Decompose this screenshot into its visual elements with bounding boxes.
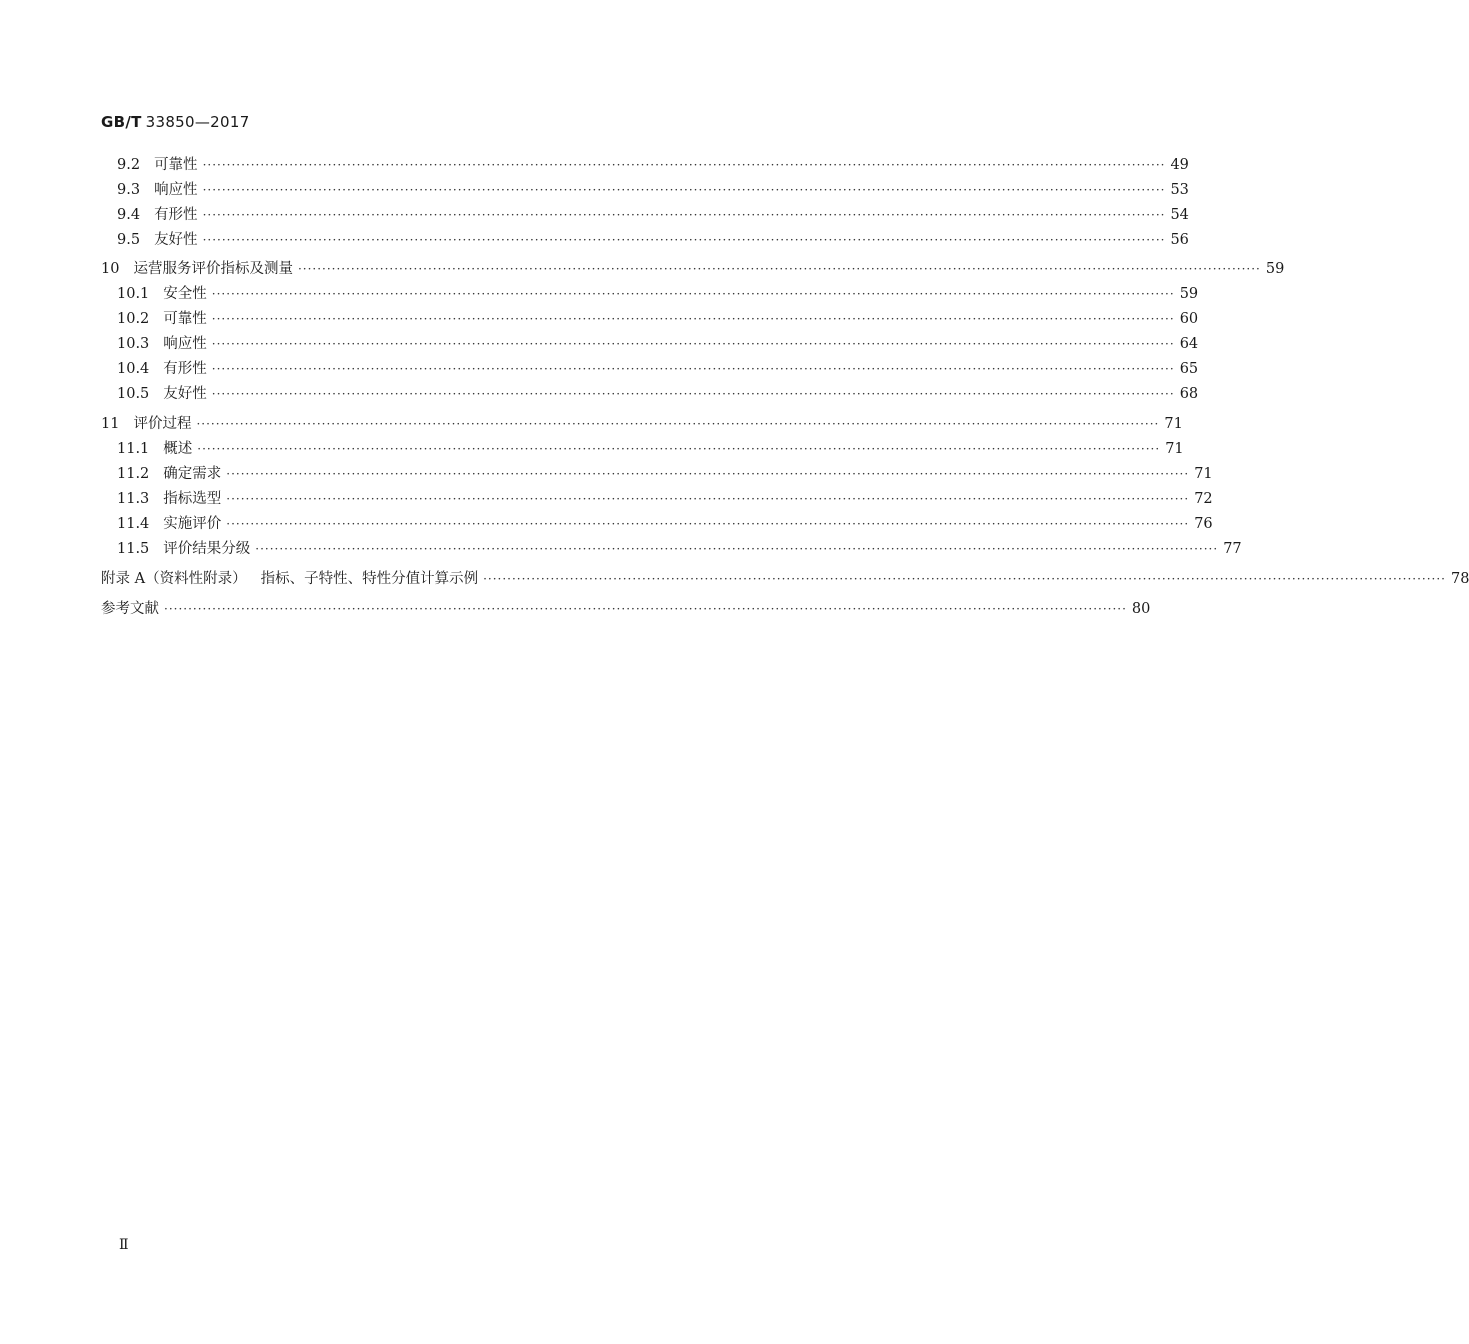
toc-entry-page: 54 bbox=[1170, 207, 1189, 223]
toc-leader-dots: ········································································································································································································ bbox=[164, 602, 1127, 616]
toc-entry-title: 友好性 bbox=[154, 232, 198, 248]
toc-entry-title: 确定需求 bbox=[163, 466, 222, 482]
toc-entry-number: 9.2 bbox=[117, 157, 141, 173]
toc-entry-title: 响应性 bbox=[154, 182, 198, 198]
toc-entry[interactable] bbox=[101, 227, 1189, 253]
toc-leader-dots: ········································································································································································································ bbox=[226, 492, 1190, 506]
toc-entry-number: 10 bbox=[101, 261, 120, 277]
toc-entry[interactable] bbox=[101, 536, 1242, 562]
toc-entry-page: 59 bbox=[1179, 286, 1199, 302]
toc-entry-page: 71 bbox=[1194, 466, 1213, 482]
toc-entry-page: 64 bbox=[1179, 336, 1199, 352]
toc-entry[interactable] bbox=[101, 461, 1213, 487]
toc-entry-number: 9.3 bbox=[117, 182, 141, 198]
toc-entry-page: 78 bbox=[1450, 571, 1469, 587]
page-number: Ⅱ bbox=[119, 1237, 129, 1253]
toc-entry-page: 77 bbox=[1223, 541, 1242, 557]
toc-entry[interactable] bbox=[101, 152, 1189, 178]
toc-leader-dots: ········································································································································································································ bbox=[255, 542, 1219, 556]
toc-entry[interactable] bbox=[101, 331, 1199, 357]
toc-entry-page: 60 bbox=[1179, 311, 1199, 327]
toc-leader-dots: ········································································································································································································ bbox=[196, 417, 1160, 431]
toc-entry-page: 68 bbox=[1179, 386, 1199, 402]
toc-entry-number: 9.5 bbox=[117, 232, 141, 248]
toc-leader-dots: ········································································································································································································ bbox=[202, 183, 1166, 197]
document-header bbox=[101, 113, 250, 131]
toc-leader-dots: ········································································································································································································ bbox=[297, 262, 1261, 276]
toc-entry-number: 11.1 bbox=[117, 441, 150, 457]
toc-entry-title: 评价结果分级 bbox=[163, 541, 251, 557]
toc-entry-page: 71 bbox=[1164, 416, 1183, 432]
toc-entry-page: 72 bbox=[1194, 491, 1213, 507]
toc-entry[interactable] bbox=[101, 411, 1183, 437]
toc-leader-dots: ········································································································································································································ bbox=[197, 442, 1161, 456]
toc-entry-references[interactable] bbox=[101, 596, 1151, 622]
toc-leader-dots: ········································································································································································································ bbox=[211, 287, 1175, 301]
toc-entry-number: 附录 A（资料性附录） bbox=[101, 571, 247, 587]
toc-leader-dots: ········································································································································································································ bbox=[211, 387, 1175, 401]
toc-leader-dots: ········································································································································································································ bbox=[202, 233, 1166, 247]
toc-leader-dots: ········································································································································································································ bbox=[226, 517, 1190, 531]
toc-leader-dots: ········································································································································································································ bbox=[483, 572, 1446, 586]
toc-leader-dots: ········································································································································································································ bbox=[211, 362, 1175, 376]
toc-entry-title: 可靠性 bbox=[163, 311, 207, 327]
toc-entry-number: 11 bbox=[101, 416, 120, 432]
toc-leader-dots: ········································································································································································································ bbox=[211, 337, 1175, 351]
toc-leader-dots: ········································································································································································································ bbox=[226, 467, 1190, 481]
toc-entry-title: 指标、子特性、特性分值计算示例 bbox=[260, 571, 479, 587]
toc-entry-title: 响应性 bbox=[163, 336, 207, 352]
toc-entry-title: 友好性 bbox=[163, 386, 207, 402]
toc-entry-number: 11.5 bbox=[117, 541, 150, 557]
toc-entry[interactable] bbox=[101, 202, 1189, 228]
toc-entry-title: 评价过程 bbox=[133, 416, 192, 432]
toc-entry-number: 10.3 bbox=[117, 336, 150, 352]
toc-entry-title: 安全性 bbox=[163, 286, 207, 302]
standard-number: 33850—2017 bbox=[145, 113, 250, 131]
toc-entry-appendix[interactable] bbox=[101, 566, 1469, 592]
toc-entry[interactable] bbox=[101, 511, 1213, 537]
toc-entry-number: 11.3 bbox=[117, 491, 150, 507]
toc-entry-title: 有形性 bbox=[163, 361, 207, 377]
toc-entry-number: 10.5 bbox=[117, 386, 150, 402]
toc-entry-page: 71 bbox=[1165, 441, 1184, 457]
toc-entry-page: 65 bbox=[1179, 361, 1199, 377]
toc-entry-number: 10.2 bbox=[117, 311, 150, 327]
toc-entry-title: 概述 bbox=[163, 441, 193, 457]
toc-entry-number: 参考文献 bbox=[101, 601, 159, 617]
toc-leader-dots: ········································································································································································································ bbox=[202, 158, 1166, 172]
toc-entry-title: 可靠性 bbox=[154, 157, 198, 173]
toc-leader-dots: ········································································································································································································ bbox=[202, 208, 1166, 222]
toc-entry-page: 59 bbox=[1265, 261, 1285, 277]
toc-entry[interactable] bbox=[101, 281, 1199, 307]
toc-entry-page: 56 bbox=[1170, 232, 1189, 248]
toc-entry-title: 实施评价 bbox=[163, 516, 222, 532]
toc-entry-page: 53 bbox=[1170, 182, 1189, 198]
toc-entry-number: 11.2 bbox=[117, 466, 150, 482]
toc-entry-page: 76 bbox=[1194, 516, 1213, 532]
toc-entry-page: 80 bbox=[1131, 601, 1151, 617]
standard-code: GB/T bbox=[101, 113, 142, 131]
toc-entry[interactable] bbox=[101, 306, 1199, 332]
toc-entry-title: 有形性 bbox=[154, 207, 198, 223]
toc-entry-number: 10.1 bbox=[117, 286, 150, 302]
toc-entry[interactable] bbox=[101, 256, 1285, 282]
toc-entry-page: 49 bbox=[1170, 157, 1189, 173]
toc-entry-number: 9.4 bbox=[117, 207, 141, 223]
toc-entry-title: 指标选型 bbox=[163, 491, 222, 507]
toc-entry-number: 10.4 bbox=[117, 361, 150, 377]
toc-entry[interactable] bbox=[101, 177, 1189, 203]
toc-entry[interactable] bbox=[101, 381, 1199, 407]
toc-entry-title: 运营服务评价指标及测量 bbox=[133, 261, 293, 277]
toc-entry[interactable] bbox=[101, 486, 1213, 512]
toc-entry[interactable] bbox=[101, 356, 1199, 382]
toc-leader-dots: ········································································································································································································ bbox=[211, 312, 1175, 326]
toc-entry-number: 11.4 bbox=[117, 516, 150, 532]
toc-entry[interactable] bbox=[101, 436, 1184, 462]
